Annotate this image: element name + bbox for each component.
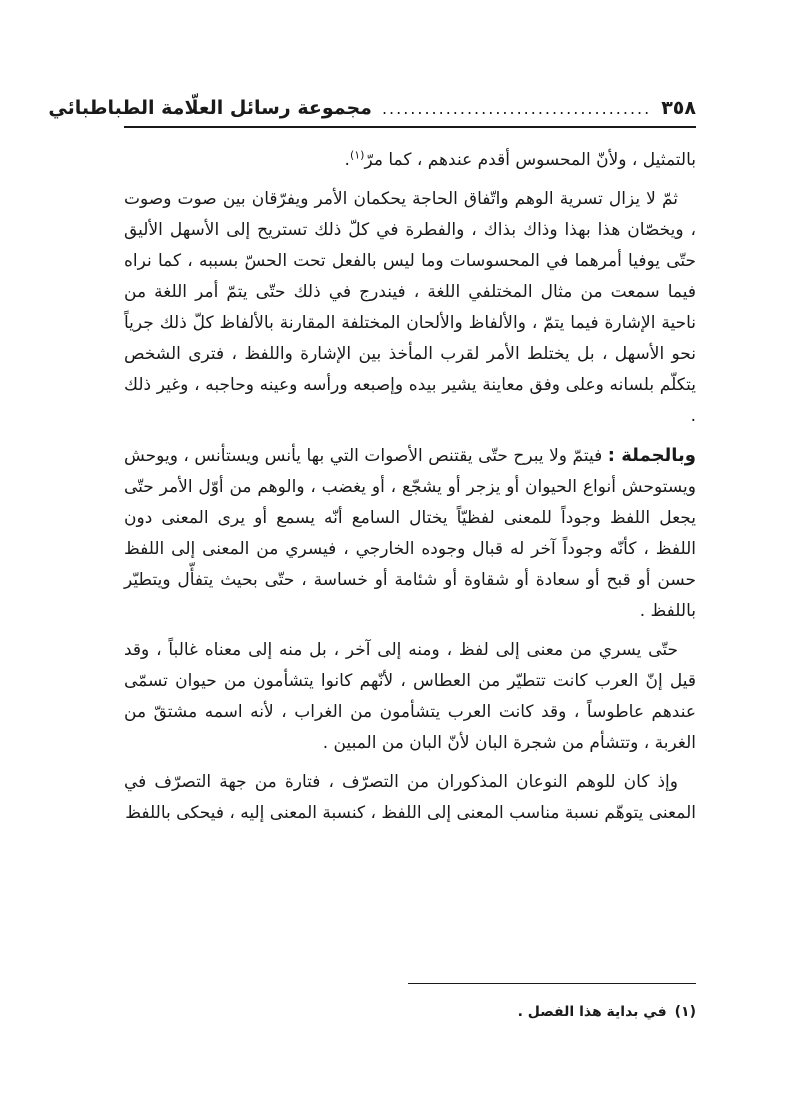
footnote-text: في بداية هذا الفصل .: [517, 1004, 667, 1020]
footnote: [124, 1000, 696, 1024]
footnote-number: (١): [674, 1004, 696, 1020]
footnote-reference[interactable]: (١): [349, 148, 365, 162]
paragraph: [124, 184, 696, 432]
footnote-divider: [408, 983, 696, 984]
paragraph-text: فيتمّ ولا يبرح حتّى يقتنص الأصوات التي بها يأنس ويستأنس ، ويوحش ويستوحش أنواع الحيوان أو يزجر أو يشجّع ، أو يغضب ، والوهم من أوّل الأمر حتّى يجعل اللفظ وجوداً للمعنى لفظيّاً يختال السامع أنّه يسمع أو يرى المعنى دون اللفظ ، كأنّه وجوداً آخر له قبال وجوده الخارجي ، فيسري من المعنى إلى اللفظ حسن أو قبح أو سعادة أو شقاوة أو شئامة أو خساسة ، حتّى بحيث يتفأّل ويتطيّر باللفظ .: [124, 446, 696, 621]
running-header: [48, 90, 696, 128]
paragraph-tail: .: [344, 150, 350, 170]
book-title: مجموعة رسائل العلّامة الطباطبائي: [48, 97, 372, 119]
paragraph: [124, 767, 696, 829]
paragraph-text: حتّى يسري من معنى إلى لفظ ، ومنه إلى آخر ، بل منه إلى معناه غالباً ، وقد قيل إنّ العرب كانت تتطيّر من العطاس ، لأنّهم كانوا يتشأمون من حيوان تسمّى عندهم عاطوساً ، وقد كانت العرب يتشأمون من الغراب ، لأنه اسمه مشتقّ من الغربة ، وتتشأم من شجرة البان لأنّ البان من المبين .: [124, 640, 696, 753]
paragraph-text: وإذ كان للوهم النوعان المذكوران من التصرّف ، فتارة من جهة التصرّف في المعنى يتوهّم نسبة مناسب المعنى إلى اللفظ ، كنسبة المعنى إليه ، فيحكى باللفظ: [124, 772, 696, 823]
paragraph: [124, 145, 696, 176]
paragraph-text: بالتمثيل ، ولأنّ المحسوس أقدم عندهم ، كما مرّ: [364, 150, 696, 170]
page-number: ٣٥٨: [661, 97, 696, 119]
paragraph: [124, 635, 696, 759]
paragraph-text: ثمّ لا يزال تسرية الوهم واتّفاق الحاجة يحكمان الأمر ويفرّقان بين صوت وصوت ، ويخصّان هذا بهذا وذاك بذاك ، والفطرة في كلّ ذلك تستريح إلى الأسهل الأليق حتّى يوفيا أمرهما في المحسوسات وما ليس بالفعل تحت الحسّ بسببه ، كما نراه فيما سمعت من مثال المختلفي اللغة ، فيندرج في ذلك حتّى يتمّ أمر اللغة من ناحية الإشارة فيما يتمّ ، والألفاظ والألحان المختلفة المقارنة بالألفاظ كلّ ذلك جرياً نحو الأسهل ، بل يختلط الأمر لقرب المأخذ بين الإشارة واللفظ ، فترى الشخص يتكلّم بلسانه وعلى وفق معاينة يشير بيده وإصبعه ورأسه وعينه وحاجبه ، وغير ذلك .: [124, 189, 696, 426]
paragraph-lead: وبالجملة :: [607, 445, 697, 466]
body-text: [124, 145, 696, 837]
header-dot-leader: ......................................: [381, 98, 652, 118]
paragraph: [124, 440, 696, 627]
